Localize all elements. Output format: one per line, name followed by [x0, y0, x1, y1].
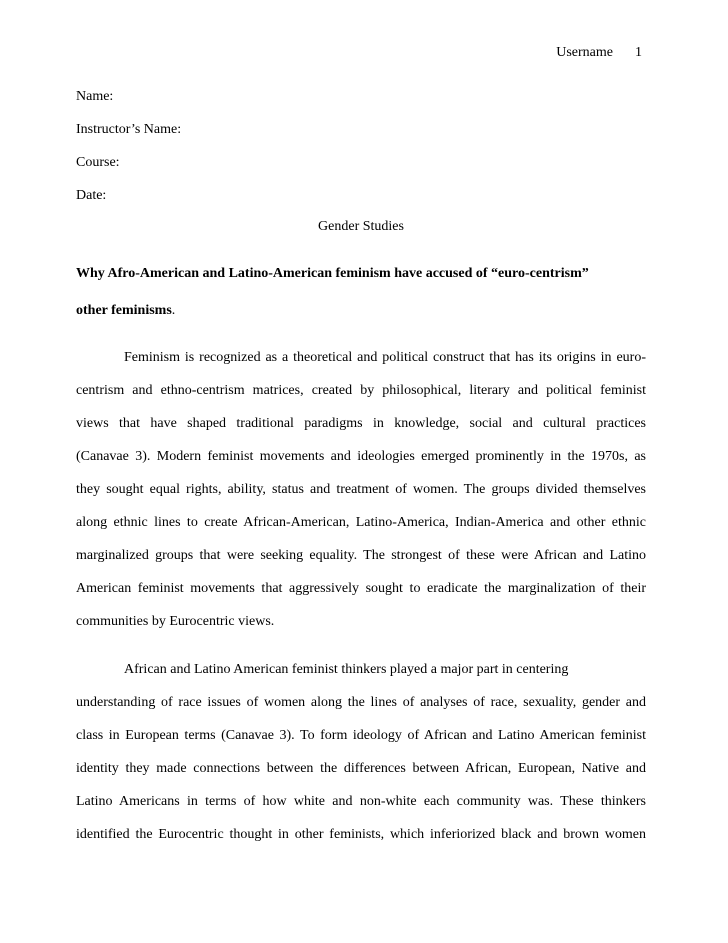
- subtitle-line-1: Why Afro-American and Latino-American feminism have accused of “euro-centrism”: [76, 266, 589, 281]
- running-header: [556, 45, 642, 61]
- paragraph-1-line-6: along ethnic lines to create African-American, Latino-America, Indian-America and other ethnic: [76, 515, 646, 530]
- subtitle-line-2-bold: other feminisms: [76, 303, 172, 318]
- instructor-label: Instructor’s Name:: [76, 122, 182, 137]
- page-number: 1: [635, 45, 642, 60]
- paragraph-1-line-8: American feminist movements that aggressively sought to eradicate the marginalization of their: [76, 581, 646, 596]
- course-label: Course:: [76, 155, 120, 170]
- paragraph-2-line-2: understanding of race issues of women along the lines of analyses of race, sexuality, gender and: [76, 695, 646, 710]
- paragraph-1-line-2: centrism and ethno-centrism matrices, created by philosophical, literary and political feminist: [76, 383, 646, 398]
- paragraph-1-line-4: (Canavae 3). Modern feminist movements and ideologies emerged prominently in the 1970s, as: [76, 449, 646, 464]
- paragraph-1-line-5: they sought equal rights, ability, status and treatment of women. The groups divided themselves: [76, 482, 646, 497]
- paragraph-2-line-1: African and Latino American feminist thinkers played a major part in centering: [124, 662, 569, 677]
- paragraph-1-line-3: views that have shaped traditional paradigms in knowledge, social and cultural practices: [76, 416, 646, 431]
- running-head-text: Username: [556, 45, 613, 60]
- paragraph-1-line-9: communities by Eurocentric views.: [76, 614, 275, 629]
- name-label: Name:: [76, 89, 114, 104]
- paragraph-2-line-3: class in European terms (Canavae 3). To form ideology of African and Latino American feminist: [76, 728, 646, 743]
- paragraph-2-line-4: identity they made connections between the differences between African, European, Native and: [76, 761, 646, 776]
- paragraph-2-line-6: identified the Eurocentric thought in other feminists, which inferiorized black and brown women: [76, 827, 646, 842]
- date-label: Date:: [76, 188, 107, 203]
- paragraph-2-line-5: Latino Americans in terms of how white and non-white each community was. These thinkers: [76, 794, 646, 809]
- subtitle-line-2: [76, 303, 646, 319]
- document-title: Gender Studies: [318, 219, 404, 234]
- subtitle-line-2-tail: .: [171, 303, 176, 318]
- paragraph-1-line-7: marginalized groups that were seeking equality. The strongest of these were African and Latino: [76, 548, 646, 563]
- paragraph-1-line-1: Feminism is recognized as a theoretical and political construct that has its origins in euro-: [124, 350, 646, 365]
